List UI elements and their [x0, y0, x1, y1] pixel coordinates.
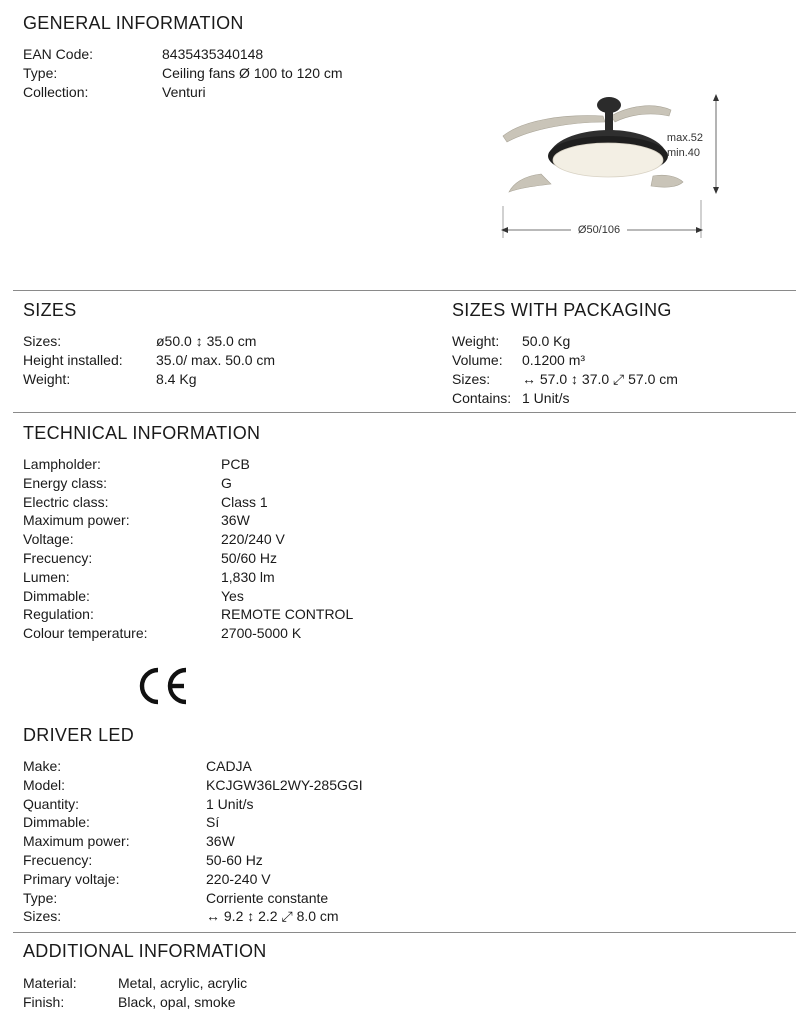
row-value: ↔ 9.2 ↕ 2.2 ⤢ 8.0 cm: [206, 908, 339, 925]
row-label: EAN Code:: [23, 46, 94, 62]
row-value: 1 Unit/s: [522, 390, 570, 406]
general-row-type: [23, 64, 423, 83]
divider-sizes: [13, 290, 796, 291]
row-label: Lumen:: [23, 568, 70, 585]
arrow-right-icon: [696, 227, 703, 233]
width-label: Ø50/106: [577, 224, 621, 236]
row-value: 2700-5000 K: [221, 625, 302, 642]
row-value: 0.1200 m³: [522, 352, 586, 368]
row-label: Weight:: [23, 371, 71, 387]
arrow-down-icon: [713, 187, 719, 194]
driver-row: [23, 795, 523, 814]
general-title: GENERAL INFORMATION: [23, 13, 244, 33]
row-label: Type:: [23, 65, 58, 81]
row-value: 50/60 Hz: [221, 550, 278, 566]
technical-row: [23, 624, 523, 643]
packaging-row-volume: [452, 351, 792, 370]
row-label: Primary voltaje:: [23, 870, 120, 887]
driver-row: [23, 757, 523, 776]
technical-row: [23, 474, 523, 493]
technical-row: [23, 455, 523, 474]
row-value: Sí: [206, 814, 220, 831]
row-value: Venturi: [162, 84, 206, 100]
fan-blade-right-bottom: [651, 175, 683, 187]
fan-light-diffuser: [553, 143, 663, 177]
additional-row-finish: [23, 993, 423, 1012]
row-value: ↔ 57.0 ↕ 37.0 ⤢ 57.0 cm: [522, 371, 678, 387]
driver-row: [23, 889, 523, 908]
driver-row: [23, 832, 523, 851]
row-value: Corriente constante: [206, 889, 329, 906]
row-label: Maximum power:: [23, 512, 130, 529]
technical-row: [23, 587, 523, 606]
general-row-collection: [23, 83, 423, 102]
row-value: 50.0 Kg: [522, 333, 571, 349]
row-value: 1 Unit/s: [206, 795, 254, 812]
row-label: Contains:: [452, 390, 512, 406]
technical-row: [23, 511, 523, 530]
driver-row: [23, 870, 523, 889]
additional-title: ADDITIONAL INFORMATION: [23, 941, 267, 961]
row-value: PCB: [221, 456, 250, 472]
row-label: Height installed:: [23, 352, 123, 368]
height-min-label: min.40: [666, 147, 700, 159]
row-label: Energy class:: [23, 474, 108, 491]
row-label: Regulation:: [23, 606, 94, 623]
packaging-row-sizes: [452, 370, 792, 389]
row-label: Sizes:: [23, 908, 62, 925]
row-value: Ceiling fans Ø 100 to 120 cm: [162, 65, 343, 81]
technical-row: [23, 605, 523, 624]
row-value: 8.4 Kg: [156, 371, 197, 387]
row-value: 1,830 lm: [221, 568, 275, 585]
ceiling-fan-product-diagram: [493, 88, 723, 240]
driver-title: DRIVER LED: [23, 725, 135, 745]
technical-row: [23, 568, 523, 587]
divider-technical: [13, 412, 796, 413]
row-label: Material:: [23, 975, 77, 991]
packaging-row-contains: [452, 389, 792, 408]
row-label: Dimmable:: [23, 587, 90, 604]
row-label: Electric class:: [23, 493, 109, 510]
row-value: Metal, acrylic, acrylic: [118, 975, 248, 991]
technical-row: [23, 549, 523, 568]
technical-title: TECHNICAL INFORMATION: [23, 423, 261, 443]
arrow-left-icon: [501, 227, 508, 233]
sizes-row-sizes: [23, 332, 423, 351]
row-value: G: [221, 474, 232, 491]
driver-row: [23, 907, 523, 926]
row-label: Finish:: [23, 994, 65, 1010]
driver-row: [23, 776, 523, 795]
row-label: Frecuency:: [23, 550, 93, 566]
fan-rod: [605, 110, 613, 132]
row-value: Black, opal, smoke: [118, 994, 236, 1010]
row-value: 8435435340148: [162, 46, 264, 62]
height-max-label: max.52: [666, 132, 703, 144]
row-label: Maximum power:: [23, 833, 130, 850]
packaging-title: SIZES WITH PACKAGING: [452, 300, 672, 320]
row-value: CADJA: [206, 758, 252, 774]
row-label: Type:: [23, 889, 58, 906]
driver-row: [23, 813, 523, 832]
sizes-title: SIZES: [23, 300, 77, 320]
row-value: 36W: [206, 833, 235, 850]
divider-additional: [13, 932, 796, 933]
fan-blade-left-bottom: [509, 174, 551, 192]
sizes-row-weight: [23, 370, 423, 389]
row-value: REMOTE CONTROL: [221, 606, 354, 623]
row-label: Make:: [23, 758, 62, 774]
row-value: KCJGW36L2WY-285GGI: [206, 776, 363, 793]
ce-mark-icon: [136, 664, 192, 708]
row-label: Colour temperature:: [23, 625, 148, 642]
arrow-up-icon: [713, 94, 719, 101]
row-label: Weight:: [452, 333, 500, 349]
row-label: Frecuency:: [23, 852, 93, 868]
row-label: Quantity:: [23, 795, 80, 812]
additional-row-material: [23, 974, 423, 993]
sizes-row-height: [23, 351, 423, 370]
row-value: 35.0/ max. 50.0 cm: [156, 352, 276, 368]
row-label: Sizes:: [23, 333, 62, 349]
row-value: 220-240 V: [206, 870, 271, 887]
driver-row: [23, 851, 523, 870]
row-value: Yes: [221, 587, 244, 604]
row-label: Voltage:: [23, 531, 74, 548]
row-value: Class 1: [221, 493, 268, 510]
row-label: Sizes:: [452, 371, 491, 387]
packaging-row-weight: [452, 332, 792, 351]
row-value: ø50.0 ↕ 35.0 cm: [156, 333, 257, 349]
row-label: Lampholder:: [23, 456, 101, 472]
technical-row: [23, 530, 523, 549]
row-label: Dimmable:: [23, 814, 90, 831]
row-value: 36W: [221, 512, 250, 529]
row-value: 50-60 Hz: [206, 852, 263, 868]
row-label: Collection:: [23, 84, 89, 100]
technical-row: [23, 493, 523, 512]
general-row-ean: [23, 45, 423, 64]
row-label: Model:: [23, 776, 66, 793]
row-label: Volume:: [452, 352, 503, 368]
row-value: 220/240 V: [221, 531, 285, 548]
